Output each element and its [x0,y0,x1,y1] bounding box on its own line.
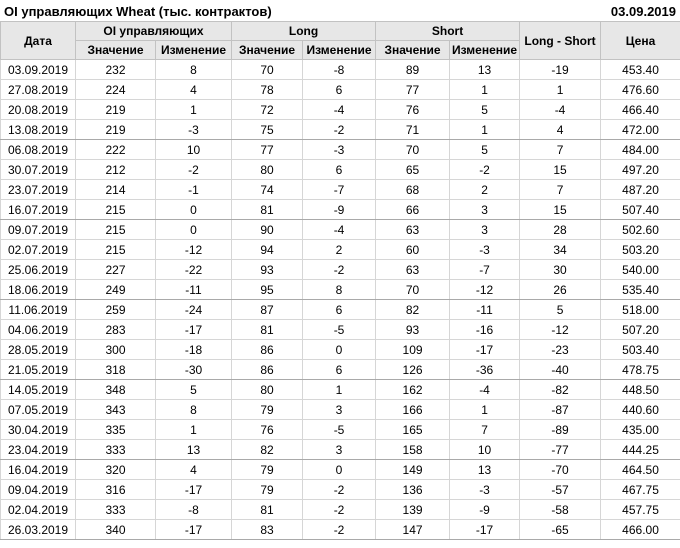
cell-oi-change: -17 [156,480,232,500]
table-row [1,300,680,320]
table-row [1,500,680,520]
cell-short-value: 109 [376,340,450,360]
cell-short-change: -17 [450,340,520,360]
cell-oi-change: -22 [156,260,232,280]
cell-date: 23.07.2019 [1,180,76,200]
cell-short-value: 66 [376,200,450,220]
table-row [1,340,680,360]
cell-price: 464.50 [601,460,680,480]
cell-oi-value: 214 [76,180,156,200]
cell-price: 467.75 [601,480,680,500]
cell-short-change: 2 [450,180,520,200]
subheader-oi-value: Значение [76,41,156,60]
cell-price: 453.40 [601,60,680,80]
cell-price: 476.60 [601,80,680,100]
cell-long-change: -7 [303,180,376,200]
cell-short-change: 1 [450,80,520,100]
table-row [1,440,680,460]
cell-long-value: 81 [232,200,303,220]
cell-short-value: 68 [376,180,450,200]
cell-short-value: 89 [376,60,450,80]
cell-long-short: -70 [520,460,601,480]
table-row [1,180,680,200]
cell-oi-change: -17 [156,320,232,340]
cell-oi-change: 13 [156,440,232,460]
cell-date: 14.05.2019 [1,380,76,400]
cell-short-change: 3 [450,200,520,220]
cell-short-change: 3 [450,220,520,240]
cell-date: 02.07.2019 [1,240,76,260]
cell-short-value: 126 [376,360,450,380]
cell-long-value: 86 [232,340,303,360]
cell-long-change: 2 [303,240,376,260]
subheader-short-change: Изменение [450,41,520,60]
cell-oi-value: 222 [76,140,156,160]
table-row [1,260,680,280]
cell-oi-change: 4 [156,460,232,480]
cell-price: 484.00 [601,140,680,160]
cell-date: 26.03.2019 [1,520,76,540]
cell-price: 487.20 [601,180,680,200]
cell-long-value: 80 [232,160,303,180]
cell-oi-value: 219 [76,120,156,140]
cell-oi-change: -3 [156,120,232,140]
cell-price: 466.00 [601,520,680,540]
cell-date: 25.06.2019 [1,260,76,280]
cell-date: 30.04.2019 [1,420,76,440]
cell-oi-value: 283 [76,320,156,340]
cell-long-change: -4 [303,220,376,240]
cell-date: 06.08.2019 [1,140,76,160]
cell-long-short: -4 [520,100,601,120]
cell-long-value: 81 [232,320,303,340]
cell-price: 440.60 [601,400,680,420]
cell-long-value: 79 [232,460,303,480]
cell-long-short: -77 [520,440,601,460]
table-row [1,240,680,260]
cell-long-short: -23 [520,340,601,360]
cell-price: 502.60 [601,220,680,240]
cell-date: 21.05.2019 [1,360,76,380]
cell-oi-change: 8 [156,400,232,420]
cell-long-change: -2 [303,520,376,540]
cell-long-change: 3 [303,400,376,420]
cell-date: 28.05.2019 [1,340,76,360]
cell-long-value: 82 [232,440,303,460]
cell-short-change: 13 [450,460,520,480]
cell-long-short: 15 [520,160,601,180]
cell-long-change: -8 [303,60,376,80]
table-row [1,320,680,340]
table-row [1,380,680,400]
cell-short-change: 5 [450,140,520,160]
cell-long-change: -4 [303,100,376,120]
cell-short-change: -9 [450,500,520,520]
cell-short-value: 136 [376,480,450,500]
cell-oi-change: -8 [156,500,232,520]
cell-long-short: 5 [520,300,601,320]
col-header-long: Long [232,22,376,41]
cell-long-value: 74 [232,180,303,200]
table-row [1,400,680,420]
cell-short-change: -11 [450,300,520,320]
cell-short-change: -2 [450,160,520,180]
table-row [1,140,680,160]
cell-price: 435.00 [601,420,680,440]
cell-oi-value: 318 [76,360,156,380]
cell-short-value: 149 [376,460,450,480]
cell-oi-change: -24 [156,300,232,320]
cell-short-change: -36 [450,360,520,380]
cell-price: 503.40 [601,340,680,360]
cell-long-change: -5 [303,420,376,440]
cell-short-value: 63 [376,260,450,280]
cell-short-value: 65 [376,160,450,180]
cell-price: 503.20 [601,240,680,260]
cell-oi-value: 215 [76,220,156,240]
cell-long-value: 76 [232,420,303,440]
cell-short-value: 93 [376,320,450,340]
cell-long-value: 87 [232,300,303,320]
cell-long-change: -2 [303,260,376,280]
cell-oi-value: 219 [76,100,156,120]
cell-long-short: -87 [520,400,601,420]
cell-price: 448.50 [601,380,680,400]
cell-short-value: 166 [376,400,450,420]
cell-long-short: 1 [520,80,601,100]
cell-short-value: 82 [376,300,450,320]
cell-oi-value: 227 [76,260,156,280]
cell-short-value: 77 [376,80,450,100]
cell-price: 478.75 [601,360,680,380]
cell-oi-change: 1 [156,420,232,440]
cell-short-change: 1 [450,120,520,140]
cell-long-value: 79 [232,400,303,420]
cell-oi-value: 224 [76,80,156,100]
table-row [1,360,680,380]
cell-date: 18.06.2019 [1,280,76,300]
table-row [1,200,680,220]
cell-long-change: 6 [303,300,376,320]
table-row [1,100,680,120]
cell-date: 11.06.2019 [1,300,76,320]
cell-short-value: 139 [376,500,450,520]
table-row [1,520,680,540]
cell-long-short: -58 [520,500,601,520]
subheader-long-change: Изменение [303,41,376,60]
cell-oi-change: -12 [156,240,232,260]
cell-price: 535.40 [601,280,680,300]
cell-short-value: 147 [376,520,450,540]
cell-oi-value: 215 [76,200,156,220]
cell-date: 09.07.2019 [1,220,76,240]
table-row [1,60,680,80]
subheader-short-value: Значение [376,41,450,60]
cell-oi-value: 215 [76,240,156,260]
cell-date: 27.08.2019 [1,80,76,100]
cell-short-value: 158 [376,440,450,460]
cell-long-short: -65 [520,520,601,540]
cell-long-short: 4 [520,120,601,140]
cell-long-change: -2 [303,480,376,500]
cell-long-value: 95 [232,280,303,300]
cell-short-value: 70 [376,140,450,160]
cell-long-change: 8 [303,280,376,300]
cell-long-change: 6 [303,80,376,100]
cell-short-change: -3 [450,480,520,500]
cell-oi-change: 4 [156,80,232,100]
cell-long-value: 81 [232,500,303,520]
cell-long-change: 0 [303,340,376,360]
cell-date: 16.04.2019 [1,460,76,480]
cell-date: 16.07.2019 [1,200,76,220]
cell-oi-change: 8 [156,60,232,80]
cell-date: 23.04.2019 [1,440,76,460]
cell-date: 04.06.2019 [1,320,76,340]
table-body [1,60,680,540]
cell-long-value: 86 [232,360,303,380]
cell-short-change: -3 [450,240,520,260]
report-header [0,0,680,21]
cell-oi-value: 316 [76,480,156,500]
cell-oi-change: 0 [156,200,232,220]
col-header-short: Short [376,22,520,41]
cell-date: 07.05.2019 [1,400,76,420]
cell-oi-value: 259 [76,300,156,320]
cell-date: 09.04.2019 [1,480,76,500]
table-row [1,80,680,100]
cell-price: 540.00 [601,260,680,280]
cell-long-value: 78 [232,80,303,100]
cell-price: 507.40 [601,200,680,220]
cell-long-value: 70 [232,60,303,80]
cell-long-change: 6 [303,160,376,180]
table-row [1,480,680,500]
cell-long-short: 34 [520,240,601,260]
cell-oi-change: -30 [156,360,232,380]
cell-long-value: 75 [232,120,303,140]
cell-short-value: 63 [376,220,450,240]
cell-oi-value: 333 [76,440,156,460]
cell-short-value: 60 [376,240,450,260]
cell-oi-value: 348 [76,380,156,400]
cell-long-short: 26 [520,280,601,300]
cell-long-change: -5 [303,320,376,340]
cell-oi-value: 300 [76,340,156,360]
cell-long-change: 3 [303,440,376,460]
cell-date: 02.04.2019 [1,500,76,520]
cell-long-short: 30 [520,260,601,280]
cell-long-value: 83 [232,520,303,540]
cell-long-short: -89 [520,420,601,440]
cell-long-short: -40 [520,360,601,380]
table-row [1,120,680,140]
cell-price: 466.40 [601,100,680,120]
cell-long-value: 72 [232,100,303,120]
cell-short-change: -7 [450,260,520,280]
cell-long-short: 7 [520,180,601,200]
cell-price: 472.00 [601,120,680,140]
cell-oi-change: -2 [156,160,232,180]
cell-short-value: 165 [376,420,450,440]
cell-long-change: -9 [303,200,376,220]
cell-short-value: 162 [376,380,450,400]
cell-oi-change: -11 [156,280,232,300]
cot-table [0,21,680,540]
col-header-price: Цена [601,22,680,60]
cell-oi-value: 343 [76,400,156,420]
cell-long-value: 80 [232,380,303,400]
cell-oi-value: 333 [76,500,156,520]
cell-long-short: -82 [520,380,601,400]
col-header-oi: OI управляющих [76,22,232,41]
cell-price: 507.20 [601,320,680,340]
cell-date: 20.08.2019 [1,100,76,120]
cell-short-change: -4 [450,380,520,400]
cell-long-short: -19 [520,60,601,80]
cell-long-change: -3 [303,140,376,160]
cell-short-change: -12 [450,280,520,300]
cell-long-short: 15 [520,200,601,220]
cell-oi-change: -17 [156,520,232,540]
cell-short-change: 1 [450,400,520,420]
cell-date: 30.07.2019 [1,160,76,180]
subheader-oi-change: Изменение [156,41,232,60]
cell-price: 444.25 [601,440,680,460]
cell-oi-change: -1 [156,180,232,200]
cell-oi-value: 320 [76,460,156,480]
cell-short-value: 76 [376,100,450,120]
subheader-long-value: Значение [232,41,303,60]
cell-short-change: -16 [450,320,520,340]
cell-oi-value: 340 [76,520,156,540]
cell-long-short: 28 [520,220,601,240]
cell-oi-value: 212 [76,160,156,180]
table-row [1,460,680,480]
cell-long-value: 93 [232,260,303,280]
cell-long-short: -12 [520,320,601,340]
cell-oi-value: 335 [76,420,156,440]
cell-long-short: 7 [520,140,601,160]
table-row [1,420,680,440]
cell-long-value: 77 [232,140,303,160]
cell-short-value: 70 [376,280,450,300]
cell-date: 13.08.2019 [1,120,76,140]
cell-long-short: -57 [520,480,601,500]
cell-short-change: 10 [450,440,520,460]
cell-short-change: -17 [450,520,520,540]
cell-long-value: 94 [232,240,303,260]
cell-oi-change: 5 [156,380,232,400]
cell-oi-change: 1 [156,100,232,120]
cell-oi-change: 0 [156,220,232,240]
cell-long-change: -2 [303,120,376,140]
cell-oi-change: 10 [156,140,232,160]
cell-oi-value: 249 [76,280,156,300]
table-header [1,22,680,60]
cell-price: 497.20 [601,160,680,180]
cell-date: 03.09.2019 [1,60,76,80]
cell-price: 518.00 [601,300,680,320]
cell-long-change: -2 [303,500,376,520]
cell-oi-change: -18 [156,340,232,360]
cell-long-change: 0 [303,460,376,480]
cell-short-change: 13 [450,60,520,80]
report-title: OI управляющих Wheat (тыс. контрактов) [4,3,272,19]
cell-price: 457.75 [601,500,680,520]
table-row [1,220,680,240]
col-header-date: Дата [1,22,76,60]
col-header-long-short: Long - Short [520,22,601,60]
cell-long-change: 1 [303,380,376,400]
table-row [1,160,680,180]
cell-short-value: 71 [376,120,450,140]
cell-short-change: 5 [450,100,520,120]
report-date: 03.09.2019 [610,3,676,19]
cell-long-change: 6 [303,360,376,380]
cell-long-value: 79 [232,480,303,500]
table-row [1,280,680,300]
cell-long-value: 90 [232,220,303,240]
cell-short-change: 7 [450,420,520,440]
cell-oi-value: 232 [76,60,156,80]
